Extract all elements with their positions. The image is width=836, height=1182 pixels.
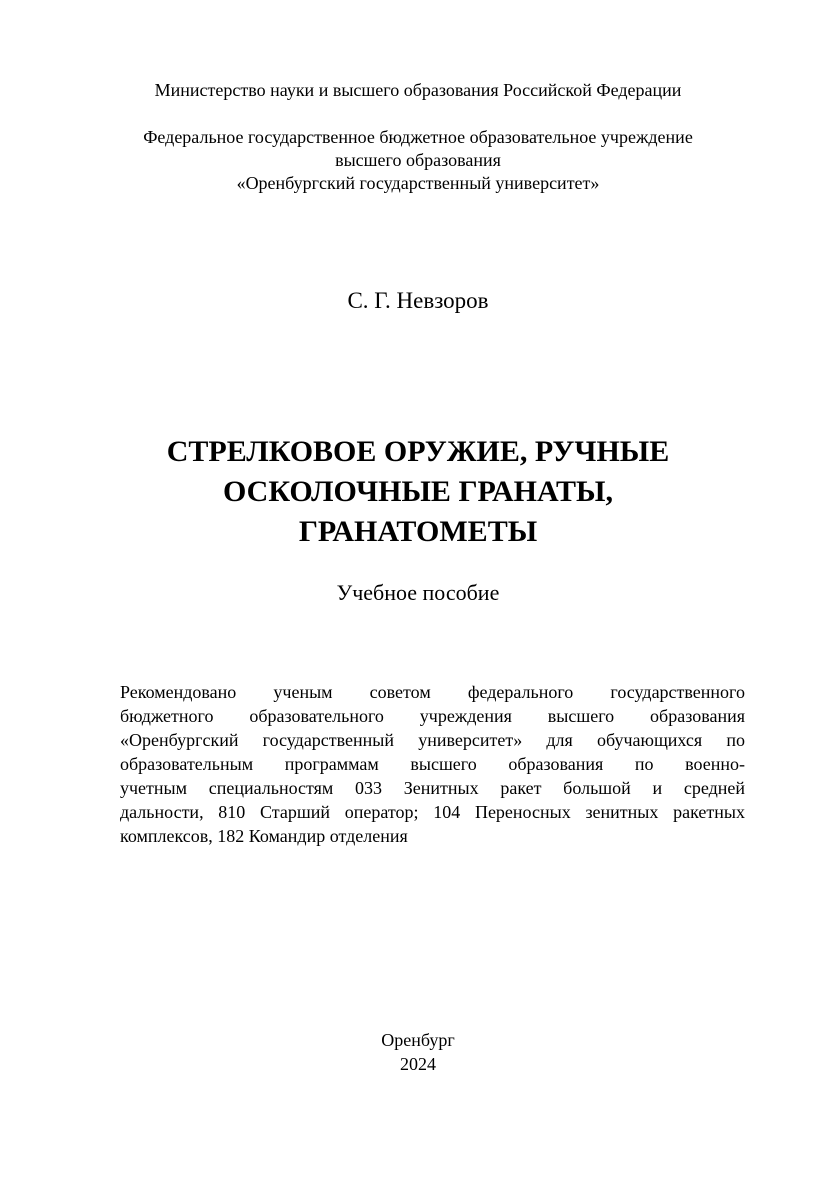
publication-city: Оренбург: [381, 1030, 455, 1050]
recommendation-line: образовательным программам высшего образования по военно-: [120, 754, 745, 774]
title-line: СТРЕЛКОВОЕ ОРУЖИЕ, РУЧНЫЕ: [166, 435, 670, 468]
institution-block: [0, 126, 836, 195]
publication-info: [0, 1028, 836, 1076]
institution-line: высшего образования: [335, 150, 501, 170]
title-line: ОСКОЛОЧНЫЕ ГРАНАТЫ,: [222, 475, 614, 508]
recommendation-line: дальности, 810 Старший оператор; 104 Переносных зенитных ракетных: [120, 802, 745, 822]
book-title: [0, 432, 836, 552]
recommendation-line: комплексов, 182 Командир отделения: [120, 826, 408, 846]
institution-line: Федеральное государственное бюджетное образовательное учреждение: [143, 127, 693, 147]
institution-line: «Оренбургский государственный университет»: [236, 173, 600, 193]
ministry-name: Министерство науки и высшего образования Российской Федерации: [154, 80, 682, 100]
title-line: ГРАНАТОМЕТЫ: [298, 515, 538, 548]
publication-year: 2024: [400, 1054, 436, 1074]
author-name: С. Г. Невзоров: [347, 288, 489, 313]
recommendation-line: «Оренбургский государственный университет» для обучающихся по: [120, 730, 745, 750]
recommendation-line: учетным специальностям 033 Зенитных ракет большой и средней: [120, 778, 745, 798]
recommendation-line: бюджетного образовательного учреждения высшего образования: [120, 706, 745, 726]
book-subtitle: Учебное пособие: [336, 580, 500, 605]
recommendation-paragraph: [120, 680, 745, 848]
recommendation-line: Рекомендовано ученым советом федерального государственного: [120, 682, 745, 702]
